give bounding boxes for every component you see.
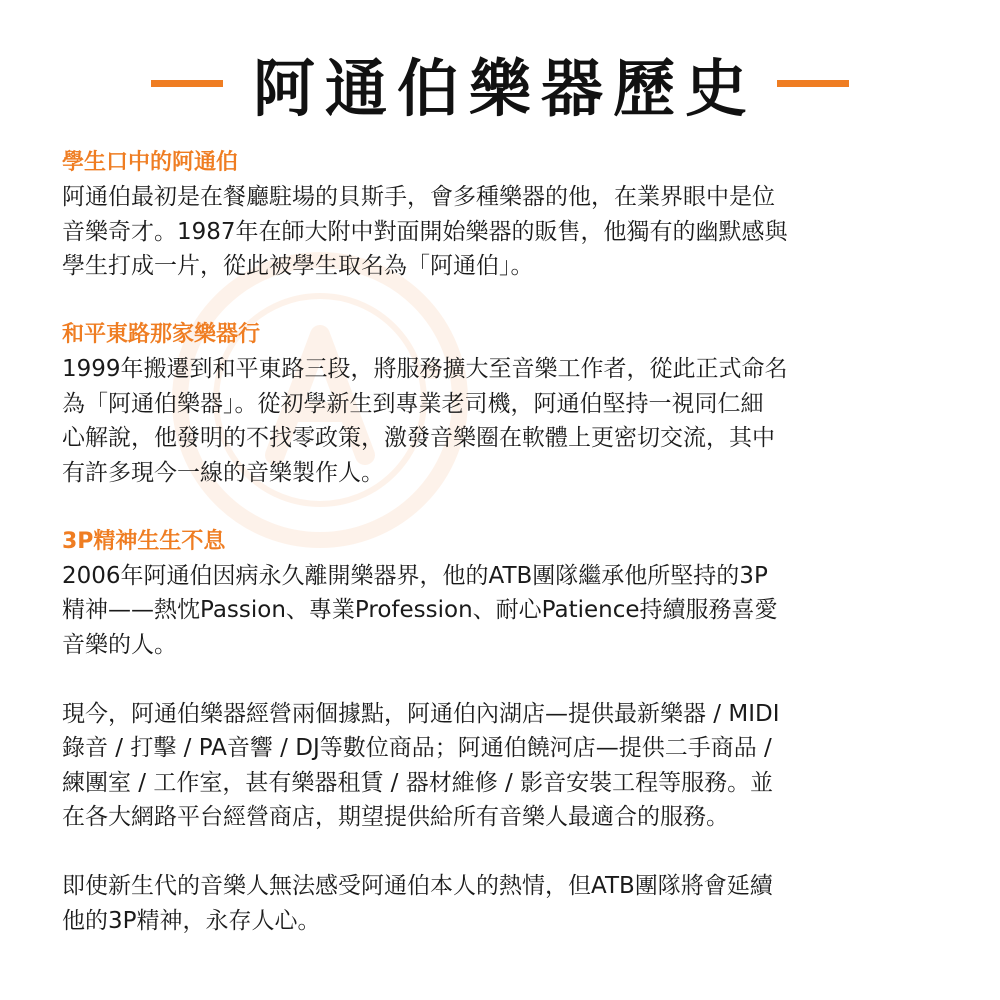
body-line: 2006年阿通伯因病永久離開樂器界，他的ATB團隊繼承他所堅持的3P: [62, 562, 768, 589]
title-bar: [0, 38, 1000, 128]
body-line: 錄音 / 打擊 / PA音響 / DJ等數位商品；阿通伯饒河店—提供二手商品 /: [62, 735, 772, 761]
title-right-decor-line: [777, 80, 849, 87]
paragraph-gap: [62, 662, 942, 697]
body-line: 心解說，他發明的不找零政策，激發音樂圈在軟體上更密切交流，其中: [62, 425, 775, 451]
section-heading: 學生口中的阿通伯: [62, 150, 239, 175]
body-line: 現今，阿通伯樂器經營兩個據點，阿通伯內湖店—提供最新樂器 / MIDI: [62, 700, 780, 727]
paragraph-closing: [62, 869, 942, 938]
paragraph-current-stores: [62, 697, 942, 835]
section-heping-store: [62, 318, 942, 490]
body-line: 有許多現今一線的音樂製作人。: [62, 459, 384, 486]
history-content: [62, 146, 942, 938]
body-line: 1999年搬遷到和平東路三段，將服務擴大至音樂工作者，從此正式命名: [62, 356, 788, 382]
section-heading: 和平東路那家樂器行: [62, 322, 261, 347]
body-line: 音樂的人。: [62, 631, 177, 658]
body-line: 音樂奇才。1987年在師大附中對面開始樂器的販售，他獨有的幽默感與: [62, 218, 788, 245]
page-title: 阿通伯樂器歷史: [252, 51, 757, 125]
paragraph-gap: [62, 490, 942, 525]
body-line: 阿通伯最初是在餐廳駐場的貝斯手，會多種樂器的他，在業界眼中是位: [62, 184, 775, 210]
body-line: 精神——熱忱Passion、專業Profession、耐心Patience持續服務喜愛: [62, 597, 778, 623]
paragraph-gap: [62, 284, 942, 319]
body-line: 練團室 / 工作室，甚有樂器租賃 / 器材維修 / 影音安裝工程等服務。並: [62, 769, 774, 796]
body-line: 他的3P精神，永存人心。: [62, 907, 321, 934]
body-line: 在各大網路平台經營商店，期望提供給所有音樂人最適合的服務。: [62, 804, 729, 830]
section-students: [62, 146, 942, 284]
title-left-decor-line: [151, 80, 223, 87]
section-3p-spirit: [62, 525, 942, 663]
body-line: 即使新生代的音樂人無法感受阿通伯本人的熱情，但ATB團隊將會延續: [62, 873, 773, 899]
body-line: 學生打成一片，從此被學生取名為「阿通伯」。: [62, 253, 534, 279]
paragraph-gap: [62, 835, 942, 870]
section-heading: 3P精神生生不息: [62, 528, 226, 554]
body-line: 為「阿通伯樂器」。從初學新生到專業老司機，阿通伯堅持一視同仁細: [62, 390, 764, 417]
